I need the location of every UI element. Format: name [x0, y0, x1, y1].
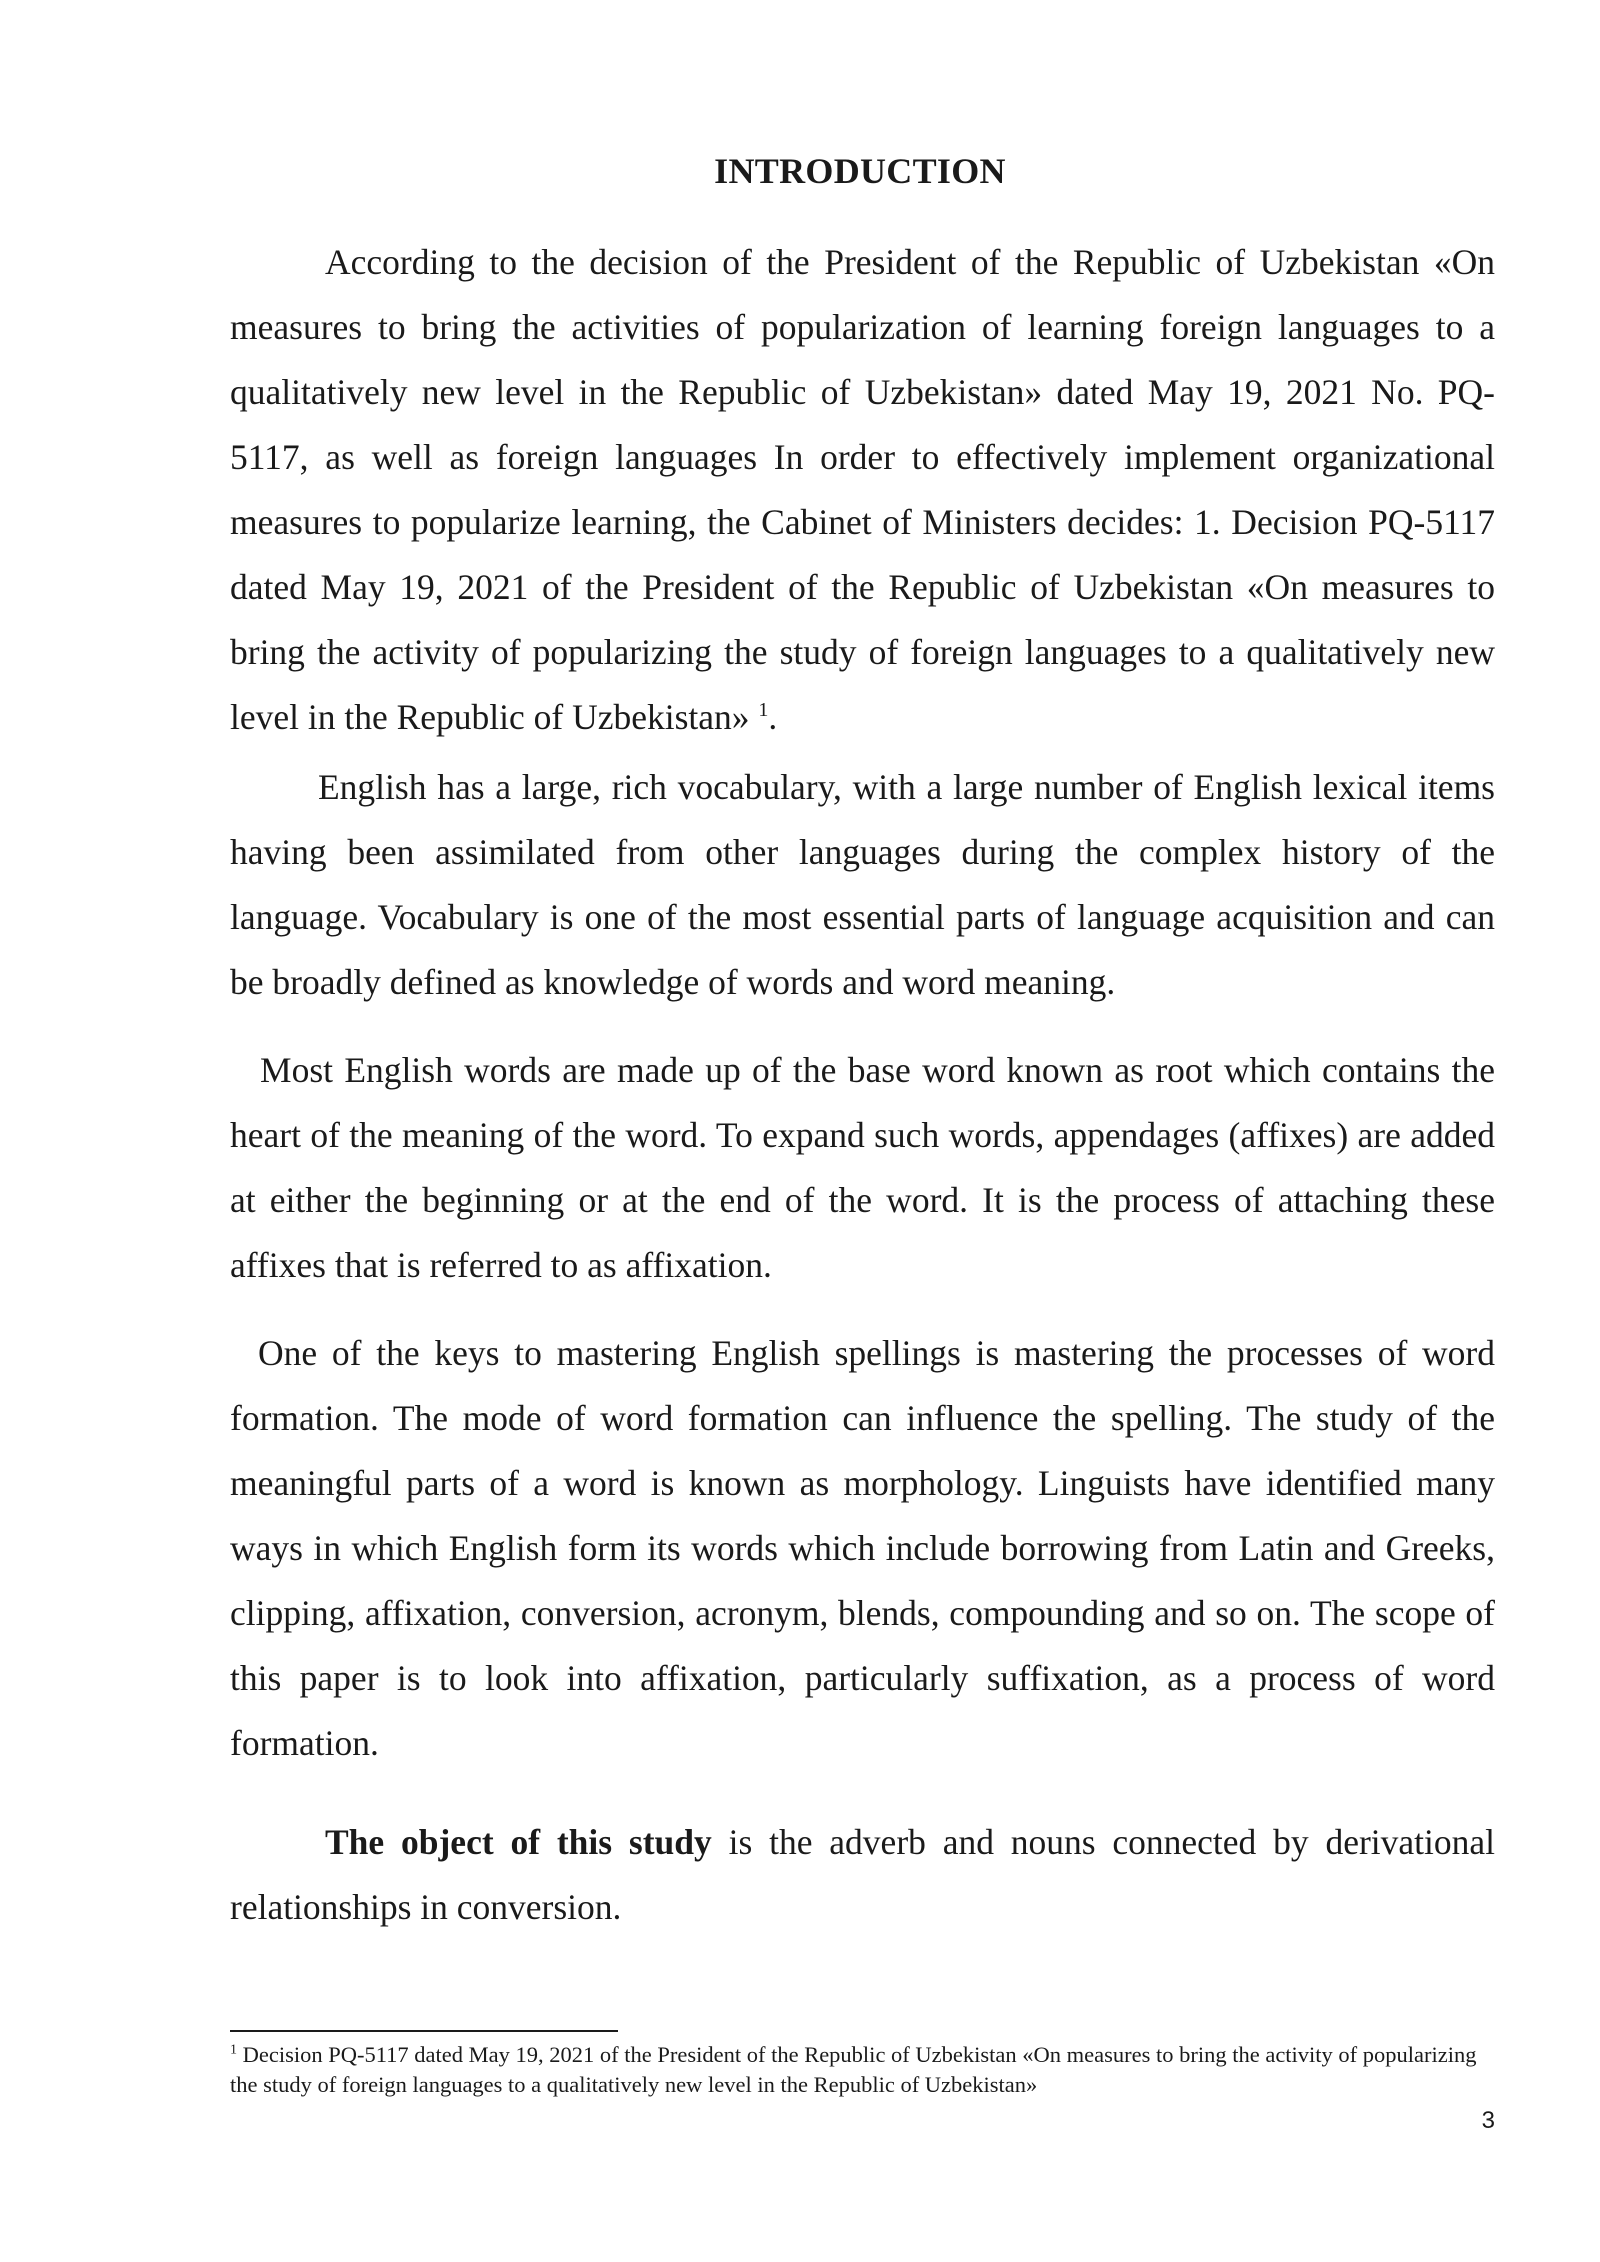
footnote: [230, 2040, 1495, 2100]
paragraph-affixes: Most English words are made up of the base word known as root which contains the heart of the meaning of the word. To expand such words, appendages (affixes) are added at either the beginning or at the end of the word. It is the process of attaching these affixes that is referred to as affixation.: [230, 1050, 1495, 1285]
paragraph-decision: [230, 230, 1495, 750]
paragraph-end: .: [768, 697, 778, 737]
paragraph-text: is the adverb and nouns connected by derivational relationships in conversion.: [230, 1822, 1495, 1927]
section-heading: INTRODUCTION: [714, 151, 1006, 191]
paragraph-text: According to the decision of the President of the Republic of Uzbekistan «On measures to bring the activities of popularization of learning foreign languages to a qualitatively new level in the Republic of Uzbekistan» dated May 19, 2021 No. PQ-5117, as well as foreign languages In order to effectively implement organizational measures to popularize learning, the Cabinet of Ministers decides: 1. Decision PQ-5117 dated May 19, 2021 of the President of the Republic of Uzbekistan «On measures to bring the activity of popularizing the study of foreign languages to a qualitatively new level in the Republic of Uzbekistan»: [230, 242, 1495, 737]
footnote-reference[interactable]: 1: [758, 699, 769, 722]
footnote-text: Decision PQ-5117 dated May 19, 2021 of the President of the Republic of Uzbekistan «On measures to bring the activity of popularizing the study of foreign languages to a qualitatively new level in the Republic of Uzbekistan»: [230, 2042, 1477, 2097]
bold-lead: The object of this study: [325, 1822, 712, 1862]
paragraph-word-formation: One of the keys to mastering English spellings is mastering the processes of word formation. The mode of word formation can influence the spelling. The study of the meaningful parts of a word is known as morphology. Linguists have identified many ways in which English form its words which include borrowing from Latin and Greeks, clipping, affixation, conversion, acronym, blends, compounding and so on. The scope of this paper is to look into affixation, particularly suffixation, as a process of word formation.: [230, 1333, 1495, 1763]
paragraph-object-of-study: [230, 1810, 1495, 1940]
page-number: 3: [1481, 2107, 1495, 2134]
footnote-number: 1: [230, 2042, 237, 2058]
paragraph-vocabulary: English has a large, rich vocabulary, with a large number of English lexical items having been assimilated from other languages during the complex history of the language. Vocabulary is one of the most essential parts of language acquisition and can be broadly defined as knowledge of words and word meaning.: [230, 767, 1495, 1002]
footnote-divider: [230, 2030, 618, 2032]
